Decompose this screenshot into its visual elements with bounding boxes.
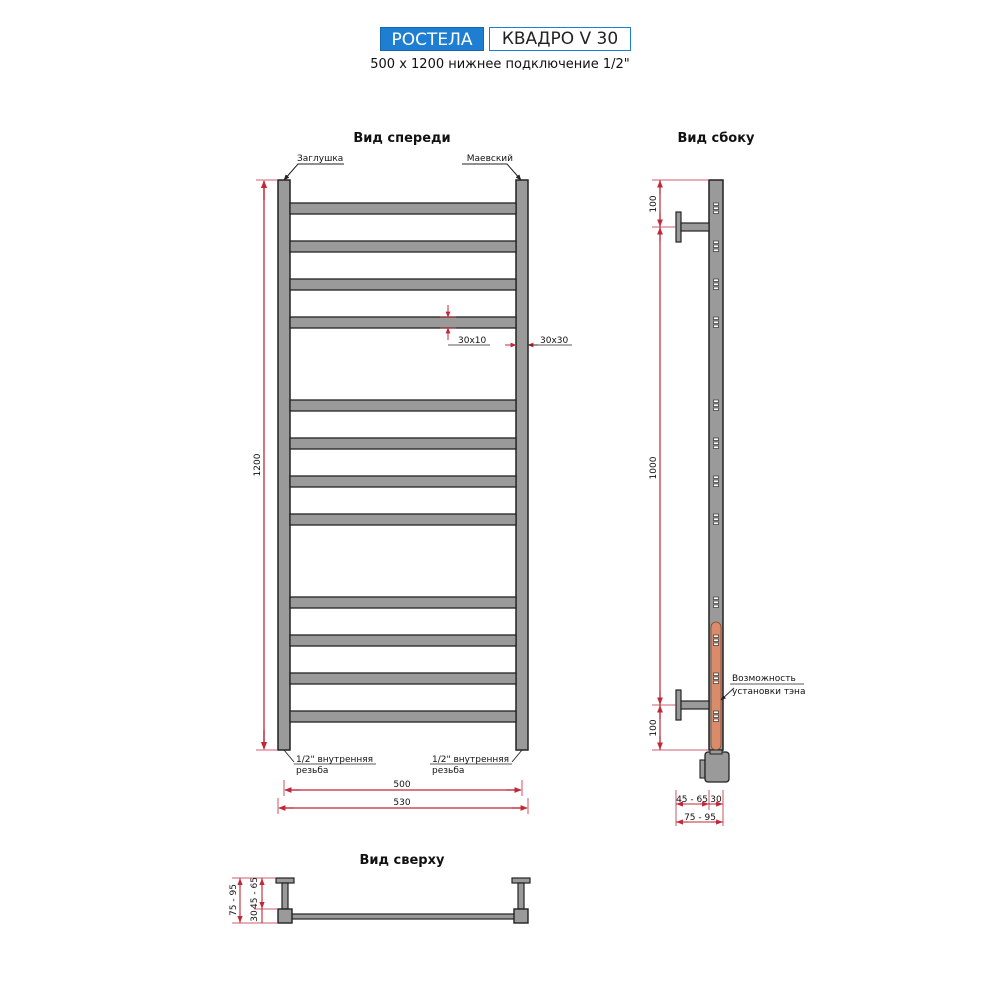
rung (290, 514, 516, 525)
rung (290, 673, 516, 684)
top-view-title: Вид сверху (359, 853, 445, 868)
lower-wall-bracket (676, 690, 709, 720)
thread-left-line2: резьба (296, 766, 329, 776)
rung (290, 241, 516, 252)
top-inner-depth-label: 45 - 65 (250, 877, 260, 909)
front-view (253, 131, 572, 814)
brand-badge: РОСТЕЛА (380, 27, 484, 51)
rung (290, 635, 516, 646)
top-view (229, 853, 530, 923)
rung (290, 203, 516, 214)
top-outer-depth-label: 75 - 95 (229, 884, 239, 916)
rung (290, 597, 516, 608)
width-inner-label: 500 (393, 780, 411, 790)
thread-right-line2: резьба (432, 766, 465, 776)
right-riser (516, 180, 528, 750)
top-right-riser (512, 878, 530, 923)
thread-right-line1: 1/2" внутренняя (432, 755, 510, 765)
rung (290, 317, 516, 328)
top-offset-label: 100 (649, 195, 659, 213)
plug-leader (291, 164, 344, 172)
rung (290, 279, 516, 290)
middle-distance-label: 1000 (649, 456, 659, 480)
side-view-title: Вид сбоку (677, 131, 755, 146)
bottom-offset-label: 100 (649, 719, 659, 737)
side-view (649, 131, 805, 826)
plug-label: Заглушка (297, 154, 344, 164)
heater-head (700, 750, 729, 782)
rung (290, 438, 516, 449)
mayevsky-leader (462, 164, 514, 172)
top-rail (287, 914, 519, 919)
top-riser-label: 30 (250, 910, 260, 922)
rungs (290, 203, 516, 722)
rung (290, 476, 516, 487)
upper-wall-bracket (676, 212, 709, 242)
depth-range-label: 45 - 65 (676, 795, 708, 805)
left-riser (278, 180, 290, 750)
total-depth-label: 75 - 95 (684, 813, 716, 823)
width-outer-label: 530 (393, 798, 411, 808)
subtitle: 500 х 1200 нижнее подключение 1/2" (370, 57, 630, 72)
height-label: 1200 (253, 453, 263, 477)
riser-size-label: 30х30 (540, 336, 569, 346)
rung (290, 711, 516, 722)
heater-line1: Возможность (732, 674, 796, 684)
rung (290, 400, 516, 411)
model-name: КВАДРО V 30 (489, 27, 631, 51)
thread-left-line1: 1/2" внутренняя (296, 755, 374, 765)
rail-size-label: 30х10 (458, 336, 487, 346)
depth-riser-label: 30 (710, 795, 722, 805)
heater-line2: установки тэна (732, 687, 806, 697)
mayevsky-label: Маевский (466, 154, 513, 164)
top-left-riser (276, 878, 294, 923)
front-view-title: Вид спереди (353, 131, 451, 146)
